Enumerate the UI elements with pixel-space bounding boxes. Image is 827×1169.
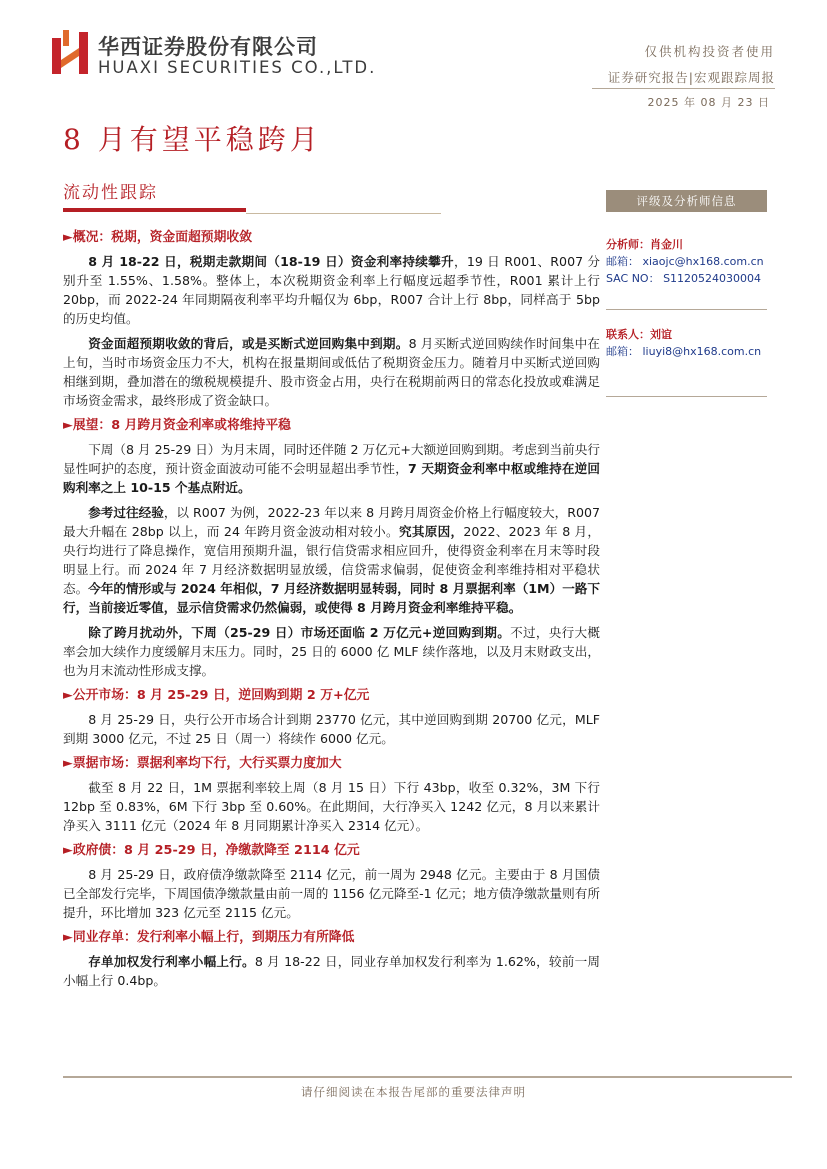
analyst-sac-number: SAC NO： S1120524030004 (606, 272, 762, 285)
heading-open-market: ►公开市场：8 月 25-29 日，逆回购到期 2 万+亿元 (63, 688, 370, 703)
analyst-name: 分析师：肖金川 (606, 238, 683, 251)
contact-name: 联系人：刘谊 (606, 328, 672, 341)
paragraph: 8 月 25-29 日，政府债净缴款降至 2114 亿元，前一周为 2948 亿元。主要由于 8 月国债已全部发行完毕，下周国债净缴款量由前一周的 1156 亿元降至-1 亿元；地方债净缴款量则有所提升，环比增加 323 亿元至 2115 亿元。 (63, 867, 600, 920)
footer-divider (63, 1076, 792, 1078)
section-underline (246, 213, 441, 214)
heading-overview: ►概况：税期，资金面超预期收敛 (63, 230, 252, 245)
sidebar-divider (606, 396, 767, 397)
heading-outlook: ►展望：8 月跨月资金利率或将维持平稳 (63, 418, 291, 433)
paragraph: 截至 8 月 22 日，1M 票据利率较上周（8 月 15 日）下行 43bp，收至 0.32%，3M 下行 12bp 至 0.83%，6M 下行 3bp 至 0.60%。在此期间，大行净买入 1242 亿元，8 月以来累计净买入 3111 亿元（2024 年 8 月同期累计净买入 2314 亿元）。 (63, 780, 600, 833)
report-body (63, 228, 600, 996)
paragraph: 参考过往经验，以 R007 为例，2022-23 年以来 8 月跨月周资金价格上行幅度较大，R007 最大升幅在 28bp 以上，而 24 年跨月资金波动相对较小。究其原因，2022、2023 年 8 月，央行均进行了降息操作，宽信用预期升温，银行信贷需求相应回升，使得资金利率在月末等时段明显上行。而 2024 年 7 月经济数据明显放缓，信贷需求偏弱，促使资金利率维持相对平稳状态。今年的情形或与 2024 年相似，7 月经济数据明显转弱，同时 8 月票据利率（1M）一路下行，当前接近零值，显示信贷需求仍然偏弱，或使得 8 月跨月资金利率维持平稳。 (63, 505, 601, 615)
paragraph: 除了跨月扰动外，下周（25-29 日）市场还面临 2 万亿元+逆回购到期。不过，央行大概率会加大续作力度缓解月末压力。同时，25 日的 6000 亿 MLF 续作落地，以及月末财政支出，也为月末流动性形成支撑。 (63, 625, 600, 678)
paragraph: 8 月 18-22 日，税期走款期间（18-19 日）资金利率持续攀升，19 日 R001、R007 分别升至 1.55%、1.58%。整体上，本次税期资金利率上行幅度远超季节性，R001 累计上行 20bp，而 2022-24 年同期隔夜利率平均升幅仅为 6bp，R007 合计上行 8bp，同样高于 5bp 的历史均值。 (63, 254, 600, 326)
heading-ncd: ►同业存单：发行利率小幅上行，到期压力有所降低 (63, 930, 355, 945)
company-name-en: HUAXI SECURITIES CO.,LTD. (98, 58, 377, 77)
header-divider (592, 88, 775, 89)
huaxi-logo-icon (52, 30, 88, 76)
section-accent-bar (63, 208, 246, 212)
paragraph: 存单加权发行利率小幅上行。8 月 18-22 日，同业存单加权发行利率为 1.62%，较前一周小幅上行 0.4bp。 (63, 954, 600, 988)
heading-government-bonds: ►政府债：8 月 25-29 日，净缴款降至 2114 亿元 (63, 843, 360, 858)
paragraph: 8 月 25-29 日，央行公开市场合计到期 23770 亿元，其中逆回购到期 20700 亿元，MLF 到期 3000 亿元，不过 25 日（周一）将续作 6000 亿元。 (63, 712, 600, 746)
company-name-cn: 华西证券股份有限公司 (98, 35, 318, 59)
paragraph: 资金面超预期收敛的背后，或是买断式逆回购集中到期。8 月买断式逆回购续作时间集中在上旬，当时市场资金压力不大，机构在报量期间或低估了税期资金压力。随着月中买断式逆回购相继到期，叠加潜在的缴税规模提升、股市资金占用，央行在税期前两日的常态化投放或难满足市场资金需求，最终形成了资金缺口。 (63, 336, 600, 408)
paragraph: 下周（8 月 25-29 日）为月末周，同时还伴随 2 万亿元+大额逆回购到期。考虑到当前央行显性呵护的态度，预计资金面波动可能不会明显超出季节性，7 天期资金利率中枢或维持在逆回购利率之上 10-15 个基点附近。 (63, 442, 601, 495)
legal-notice: 请仔细阅读在本报告尾部的重要法律声明 (301, 1085, 526, 1099)
analyst-sidebar (606, 190, 767, 397)
report-date: 2025 年 08 月 23 日 (647, 96, 770, 109)
section-title: 流动性跟踪 (63, 183, 158, 203)
audience-note: 仅供机构投资者使用 (644, 44, 775, 59)
report-title: 8 月有望平稳跨月 (63, 123, 322, 156)
heading-bill-market: ►票据市场：票据利率均下行，大行买票力度加大 (63, 756, 342, 771)
analyst-email[interactable]: 邮箱： xiaojc@hx168.com.cn (606, 255, 764, 268)
sidebar-heading: 评级及分析师信息 (606, 190, 767, 212)
contact-email[interactable]: 邮箱： liuyi8@hx168.com.cn (606, 345, 762, 358)
report-type: 证券研究报告|宏观跟踪周报 (607, 70, 775, 85)
